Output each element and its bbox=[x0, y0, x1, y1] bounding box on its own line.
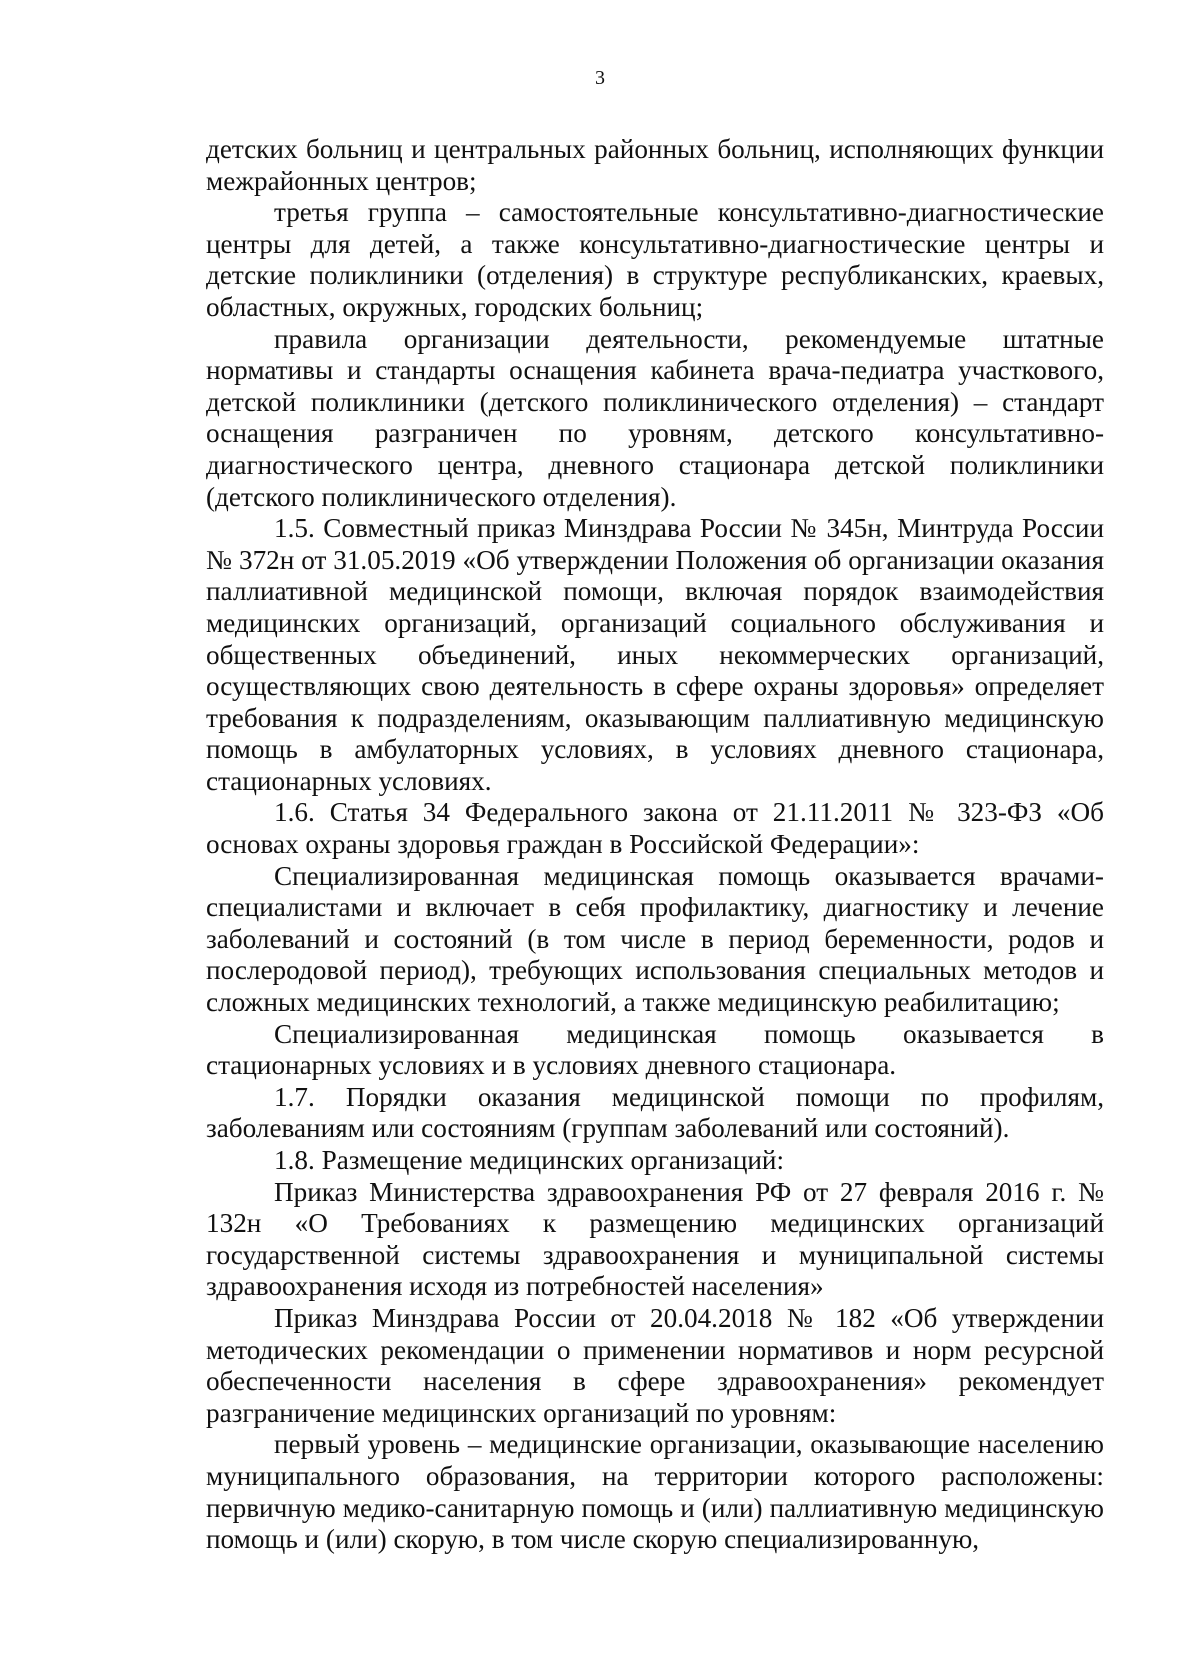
paragraph: правила организации деятельности, рекомендуемые штатные нормативы и стандарты оснащения кабинета врача-педиатра участкового, детской поликлиники (детского поликлинического отделения) – стандарт оснащения разграничен по уровням, детского консультативно-диагностического центра, дневного стационара детской поликлиники (детского поликлинического отделения). bbox=[206, 323, 1104, 512]
paragraph: 1.8. Размещение медицинских организаций: bbox=[274, 1145, 785, 1175]
paragraph: Приказ Министерства здравоохранения РФ от 27 февраля 2016 г. № 132н «О Требованиях к размещению медицинских организаций государственной системы здравоохранения и муниципальной системы здравоохранения исходя из потребностей населения» bbox=[206, 1176, 1104, 1302]
paragraph: Специализированная медицинская помощь оказывается врачами-специалистами и включает в себя профилактику, диагностику и лечение заболеваний и состояний (в том числе в период беременности, родов и послеродовой период), требующих использования специальных методов и сложных медицинских технологий, а также медицинскую реабилитацию; bbox=[206, 860, 1104, 1018]
paragraph: Приказ Минздрава России от 20.04.2018 № 182 «Об утверждении методических рекомендации о применении нормативов и норм ресурсной обеспеченности населения в сфере здравоохранения» рекомендует разграничение медицинских организаций по уровням: bbox=[206, 1302, 1104, 1428]
paragraph: Специализированная медицинская помощь оказывается в стационарных условиях и в условиях дневного стационара. bbox=[206, 1018, 1104, 1081]
page-number: 3 bbox=[595, 67, 605, 89]
paragraph: 1.7. Порядки оказания медицинской помощи по профилям, заболеваниям или состояниям (группам заболеваний или состояний). bbox=[206, 1081, 1104, 1144]
document-body bbox=[206, 134, 1104, 1556]
paragraph: третья группа – самостоятельные консультативно-диагностические центры для детей, а также консультативно-диагностические центры и детские поликлиники (отделения) в структуре республиканских, краевых, областных, окружных, городских больниц; bbox=[206, 197, 1104, 322]
paragraph: детских больниц и центральных районных больниц, исполняющих функции межрайонных центров; bbox=[206, 134, 1104, 196]
paragraph: 1.6. Статья 34 Федерального закона от 21.11.2011 № 323-ФЗ «Об основах охраны здоровья граждан в Российской Федерации»: bbox=[206, 797, 1104, 860]
paragraph: первый уровень – медицинские организации, оказывающие населению муниципального образования, на территории которого расположены: первичную медико-санитарную помощь и (или) паллиативную медицинскую помощь и (или) скорую, в том числе скорую специализированную, bbox=[206, 1429, 1104, 1555]
paragraph: 1.5. Совместный приказ Минздрава России № 345н, Минтруда России № 372н от 31.05.2019 «Об утверждении Положения об организации оказания паллиативной медицинской помощи, включая порядок взаимодействия медицинских организаций, организаций социального обслуживания и общественных объединений, иных некоммерческих организаций, осуществляющих свою деятельность в сфере охраны здоровья» определяет требования к подразделениям, оказывающим паллиативную медицинскую помощь в амбулаторных условиях, в условиях дневного стационара, стационарных условиях. bbox=[206, 513, 1104, 796]
